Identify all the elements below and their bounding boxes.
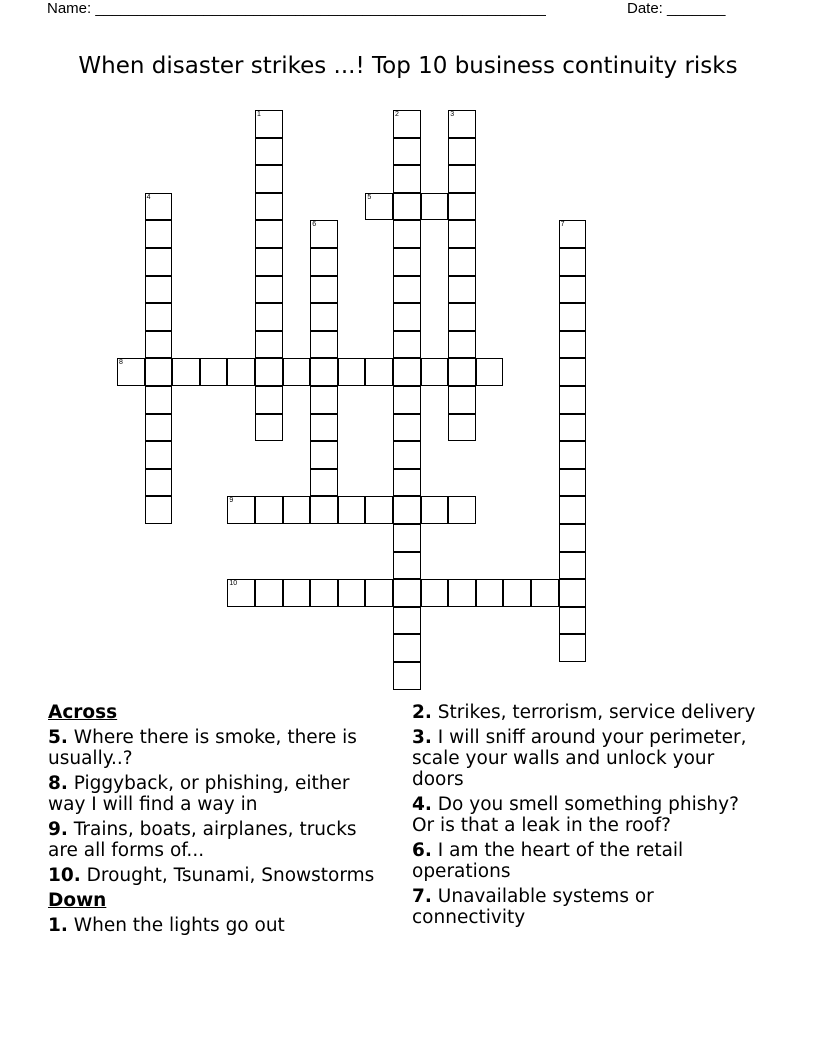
grid-cell[interactable] xyxy=(448,110,476,138)
grid-cell[interactable] xyxy=(503,579,531,607)
grid-cell[interactable] xyxy=(310,331,338,359)
grid-cell[interactable] xyxy=(255,331,283,359)
grid-cell[interactable] xyxy=(255,193,283,221)
clue-text: Drought, Tsunami, Snowstorms xyxy=(86,865,375,886)
clue-across-8 xyxy=(48,773,388,815)
grid-cell[interactable] xyxy=(255,386,283,414)
grid-cell[interactable] xyxy=(393,358,421,386)
grid-cell[interactable] xyxy=(421,579,449,607)
grid-cell[interactable] xyxy=(145,358,173,386)
clue-text: Piggyback, or phishing, either way I will find a way in xyxy=(48,773,350,815)
grid-cell[interactable] xyxy=(393,276,421,304)
grid-cell[interactable] xyxy=(227,358,255,386)
grid-cell[interactable] xyxy=(448,386,476,414)
grid-cell[interactable] xyxy=(338,579,366,607)
clue-down-2 xyxy=(412,702,757,723)
grid-cell[interactable] xyxy=(310,469,338,497)
clue-text: I am the heart of the retail operations xyxy=(412,840,684,882)
grid-cell[interactable] xyxy=(448,331,476,359)
clue-number: 2. xyxy=(412,702,432,723)
grid-cell[interactable] xyxy=(393,220,421,248)
grid-cell[interactable] xyxy=(145,386,173,414)
clue-text: Trains, boats, airplanes, trucks are all forms of... xyxy=(48,819,357,861)
grid-cell[interactable] xyxy=(448,414,476,442)
grid-cell[interactable] xyxy=(145,441,173,469)
cell-number: 6 xyxy=(312,221,317,229)
grid-cell[interactable] xyxy=(559,276,587,304)
clue-number: 6. xyxy=(412,840,432,861)
grid-cell[interactable] xyxy=(448,165,476,193)
clue-down-7 xyxy=(412,886,757,928)
grid-cell[interactable] xyxy=(283,358,311,386)
grid-cell[interactable] xyxy=(559,607,587,635)
clue-across-10 xyxy=(48,865,388,886)
grid-cell[interactable] xyxy=(365,193,393,221)
grid-cell[interactable] xyxy=(310,386,338,414)
grid-cell[interactable] xyxy=(393,386,421,414)
grid-cell[interactable] xyxy=(559,220,587,248)
grid-cell[interactable] xyxy=(145,248,173,276)
grid-cell[interactable] xyxy=(365,358,393,386)
clue-text: I will sniff around your perimeter, scale your walls and unlock your doors xyxy=(412,727,747,790)
cell-number: 8 xyxy=(119,359,123,367)
name-field-label: Name: ______________________________________________________ xyxy=(47,0,546,17)
grid-cell[interactable] xyxy=(283,496,311,524)
cell-number: 3 xyxy=(450,111,455,118)
clue-across-5 xyxy=(48,727,388,769)
clue-number: 1. xyxy=(48,915,68,936)
grid-cell[interactable] xyxy=(448,138,476,166)
grid-cell[interactable] xyxy=(531,579,559,607)
grid-cell[interactable] xyxy=(310,276,338,304)
grid-cell[interactable] xyxy=(310,496,338,524)
clue-text: Do you smell something phishy? Or is that a leak in the roof? xyxy=(412,794,739,836)
grid-cell[interactable] xyxy=(393,634,421,662)
grid-cell[interactable] xyxy=(255,165,283,193)
grid-cell[interactable] xyxy=(227,579,255,607)
grid-cell[interactable] xyxy=(421,358,449,386)
grid-cell[interactable] xyxy=(393,303,421,331)
grid-cell[interactable] xyxy=(393,138,421,166)
grid-cell[interactable] xyxy=(559,469,587,497)
clue-down-1 xyxy=(48,915,388,936)
grid-cell[interactable] xyxy=(393,662,421,690)
grid-cell[interactable] xyxy=(393,469,421,497)
grid-cell[interactable] xyxy=(476,358,504,386)
clue-number: 3. xyxy=(412,727,432,748)
grid-cell[interactable] xyxy=(393,110,421,138)
clues-right-column xyxy=(412,702,757,932)
grid-cell[interactable] xyxy=(448,193,476,221)
grid-cell[interactable] xyxy=(255,276,283,304)
grid-cell[interactable] xyxy=(200,358,228,386)
grid-cell[interactable] xyxy=(255,220,283,248)
grid-cell[interactable] xyxy=(393,552,421,580)
grid-cell[interactable] xyxy=(448,248,476,276)
grid-cell[interactable] xyxy=(227,496,255,524)
grid-cell[interactable] xyxy=(338,358,366,386)
clue-text: Unavailable systems or connectivity xyxy=(412,886,654,928)
grid-cell[interactable] xyxy=(559,303,587,331)
grid-cell[interactable] xyxy=(393,441,421,469)
clue-text: When the lights go out xyxy=(73,915,285,936)
grid-cell[interactable] xyxy=(172,358,200,386)
clue-number: 8. xyxy=(48,773,68,794)
grid-cell[interactable] xyxy=(559,414,587,442)
date-field-label: Date: _______ xyxy=(627,0,726,17)
grid-cell[interactable] xyxy=(559,552,587,580)
grid-cell[interactable] xyxy=(255,414,283,442)
grid-cell[interactable] xyxy=(393,579,421,607)
grid-cell[interactable] xyxy=(255,358,283,386)
grid-cell[interactable] xyxy=(393,165,421,193)
grid-cell[interactable] xyxy=(559,386,587,414)
clue-number: 4. xyxy=(412,794,432,815)
grid-cell[interactable] xyxy=(448,579,476,607)
grid-cell[interactable] xyxy=(559,496,587,524)
clue-down-6 xyxy=(412,840,757,882)
grid-cell[interactable] xyxy=(365,496,393,524)
grid-cell[interactable] xyxy=(448,496,476,524)
clue-across-9 xyxy=(48,819,388,861)
grid-cell[interactable] xyxy=(310,414,338,442)
grid-cell[interactable] xyxy=(145,414,173,442)
grid-cell[interactable] xyxy=(421,496,449,524)
cell-number: 9 xyxy=(229,497,234,505)
grid-cell[interactable] xyxy=(145,193,173,221)
grid-cell[interactable] xyxy=(476,579,504,607)
puzzle-title: When disaster strikes ...! Top 10 business continuity risks xyxy=(78,53,738,79)
clue-number: 10. xyxy=(48,865,81,886)
grid-cell[interactable] xyxy=(559,524,587,552)
grid-cell[interactable] xyxy=(448,303,476,331)
grid-cell[interactable] xyxy=(255,303,283,331)
clue-down-3 xyxy=(412,727,757,790)
cell-number: 10 xyxy=(229,580,238,588)
clue-down-4 xyxy=(412,794,757,836)
grid-cell[interactable] xyxy=(117,358,145,386)
grid-cell[interactable] xyxy=(310,248,338,276)
grid-cell[interactable] xyxy=(145,331,173,359)
grid-cell[interactable] xyxy=(559,358,587,386)
across-heading: Across xyxy=(48,702,118,723)
grid-cell[interactable] xyxy=(310,579,338,607)
grid-cell[interactable] xyxy=(559,579,587,607)
grid-cell[interactable] xyxy=(145,469,173,497)
cell-number: 1 xyxy=(257,111,261,118)
grid-cell[interactable] xyxy=(255,248,283,276)
grid-cell[interactable] xyxy=(448,276,476,304)
grid-cell[interactable] xyxy=(283,579,311,607)
grid-cell[interactable] xyxy=(559,634,587,662)
grid-cell[interactable] xyxy=(393,414,421,442)
grid-cell[interactable] xyxy=(448,220,476,248)
grid-cell[interactable] xyxy=(393,607,421,635)
clue-text: Strikes, terrorism, service delivery xyxy=(437,702,756,723)
grid-cell[interactable] xyxy=(145,220,173,248)
cell-number: 4 xyxy=(146,193,151,201)
grid-cell[interactable] xyxy=(310,441,338,469)
grid-cell[interactable] xyxy=(559,331,587,359)
clue-text: Where there is smoke, there is usually..? xyxy=(48,727,357,769)
grid-cell[interactable] xyxy=(338,496,366,524)
grid-cell[interactable] xyxy=(255,110,283,138)
clue-number: 7. xyxy=(412,886,432,907)
grid-cell[interactable] xyxy=(145,303,173,331)
grid-cell[interactable] xyxy=(255,579,283,607)
cell-number: 5 xyxy=(367,193,372,201)
grid-cell[interactable] xyxy=(255,496,283,524)
grid-cell[interactable] xyxy=(393,248,421,276)
clue-number: 9. xyxy=(48,819,68,840)
grid-cell[interactable] xyxy=(421,193,449,221)
down-heading: Down xyxy=(48,890,107,911)
grid-cell[interactable] xyxy=(393,331,421,359)
grid-cell[interactable] xyxy=(393,524,421,552)
clues-left-column xyxy=(48,702,388,940)
grid-cell[interactable] xyxy=(145,496,173,524)
grid-cell[interactable] xyxy=(310,303,338,331)
grid-cell[interactable] xyxy=(393,496,421,524)
clue-number: 5. xyxy=(48,727,68,748)
grid-cell[interactable] xyxy=(393,193,421,221)
grid-cell[interactable] xyxy=(255,138,283,166)
cell-number: 2 xyxy=(395,111,399,118)
grid-cell[interactable] xyxy=(448,358,476,386)
grid-cell[interactable] xyxy=(310,358,338,386)
grid-cell[interactable] xyxy=(559,248,587,276)
grid-cell[interactable] xyxy=(559,441,587,469)
grid-cell[interactable] xyxy=(365,579,393,607)
grid-cell[interactable] xyxy=(145,276,173,304)
grid-cell[interactable] xyxy=(310,220,338,248)
cell-number: 7 xyxy=(560,221,565,229)
